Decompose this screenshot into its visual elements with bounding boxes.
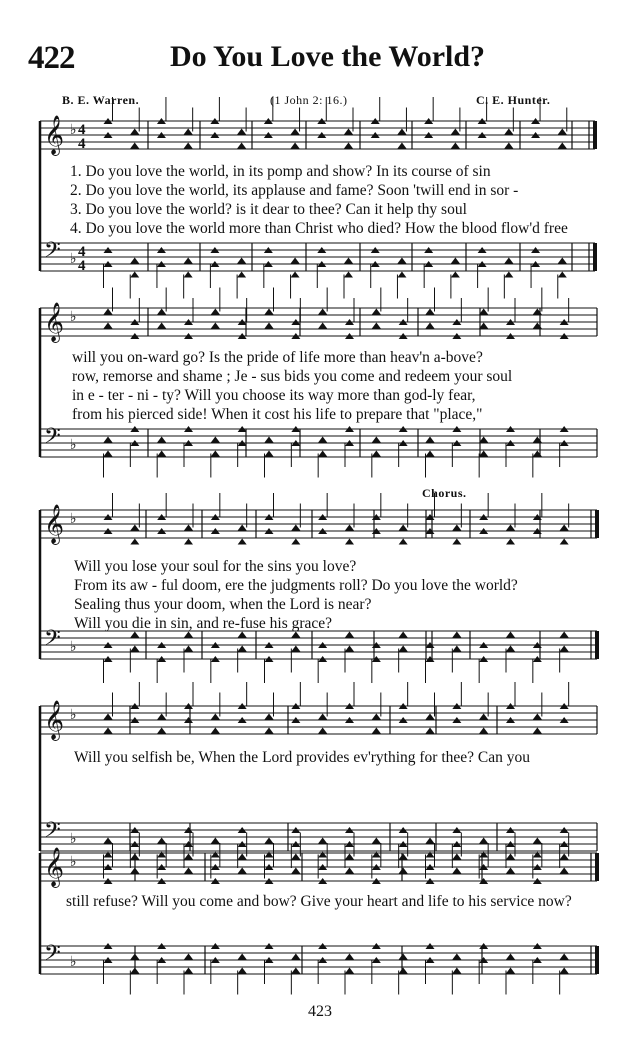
note-head	[560, 632, 569, 638]
note-head	[397, 258, 406, 264]
note-head	[372, 852, 381, 858]
note-head	[265, 451, 274, 457]
words-credit: B. E. Warren.	[62, 93, 140, 107]
lyric-line: Will you selfish be, When the Lord provides ev'rything for thee? Can you	[74, 749, 531, 766]
note-head	[344, 143, 353, 149]
note-head	[372, 323, 381, 329]
note-head	[506, 868, 515, 874]
note-head	[104, 309, 113, 315]
flat-icon: ♭	[70, 639, 77, 655]
lyric-line: 1. Do you love the world, in its pomp and show? In its course of sin	[70, 163, 491, 180]
note-head	[211, 451, 220, 457]
note-head	[291, 968, 300, 974]
note-head	[506, 854, 515, 860]
note-head	[426, 323, 435, 329]
note-head	[130, 954, 139, 960]
note-head	[130, 258, 139, 264]
note-head	[291, 646, 300, 652]
note-head	[318, 451, 327, 457]
note-head	[157, 451, 166, 457]
note-head	[104, 437, 113, 443]
note-head	[426, 728, 435, 734]
note-head	[238, 525, 247, 531]
note-head	[104, 852, 113, 858]
hymn-number: 422	[28, 40, 75, 76]
note-head	[426, 838, 435, 844]
flat-icon: ♭	[70, 511, 77, 527]
lyric-line: still refuse? Will you come and bow? Give your heart and life to his service now?	[66, 893, 572, 910]
note-head	[533, 728, 542, 734]
note-head	[265, 437, 274, 443]
note-head	[426, 852, 435, 858]
verse-lines-system-1	[70, 162, 568, 238]
note-head	[452, 854, 461, 860]
note-head	[560, 646, 569, 652]
note-head	[345, 868, 354, 874]
note-head	[238, 539, 247, 545]
chorus-line-system-4	[74, 748, 530, 767]
bass-clef-icon: 𝄢	[44, 238, 61, 268]
note-head	[372, 309, 381, 315]
flat-icon: ♭	[70, 309, 77, 325]
hymn-title: Do You Love the World?	[170, 40, 486, 73]
note-head	[426, 309, 435, 315]
note-head	[130, 143, 139, 149]
lyric-line: 2. Do you love the world, its applause and fame? Soon 'twill end in sor -	[70, 182, 519, 199]
bass-clef-icon: 𝄢	[44, 818, 61, 848]
time-signature: 4	[78, 122, 86, 138]
note-head	[184, 539, 193, 545]
lyric-line: Sealing thus your doom, when the Lord is near?	[74, 596, 372, 613]
note-head	[265, 323, 274, 329]
note-head	[238, 968, 247, 974]
note-head	[130, 968, 139, 974]
note-head	[397, 272, 406, 278]
note-head	[211, 309, 220, 315]
note-head	[238, 646, 247, 652]
lyric-line: in e - ter - ni - ty? Will you choose its way more than god-ly fear,	[72, 387, 476, 404]
note-head	[560, 539, 569, 545]
note-head	[157, 852, 166, 858]
note-head	[558, 258, 567, 264]
note-head	[291, 854, 300, 860]
note-head	[211, 838, 220, 844]
note-head	[265, 838, 274, 844]
note-head	[560, 854, 569, 860]
treble-clef-icon: 𝄞	[44, 504, 65, 544]
note-head	[399, 539, 408, 545]
lyric-line: 4. Do you love the world more than Christ who died? How the blood flow'd free	[70, 220, 568, 237]
note-head	[237, 258, 246, 264]
note-head	[184, 968, 193, 974]
note-head	[291, 143, 300, 149]
note-head	[506, 968, 515, 974]
note-head	[372, 838, 381, 844]
treble-clef-icon: 𝄞	[44, 847, 65, 887]
lyric-line: row, remorse and shame ; Je - sus bids you come and redeem your soul	[72, 368, 513, 385]
note-head	[345, 954, 354, 960]
note-head	[211, 437, 220, 443]
scripture-reference: (1 John 2: 16.)	[270, 93, 348, 107]
note-head	[211, 852, 220, 858]
note-head	[130, 854, 139, 860]
flat-icon: ♭	[70, 251, 77, 267]
lyric-line: will you on-ward go? Is the pride of life more than heav'n a-bove?	[72, 349, 483, 366]
note-head	[372, 714, 381, 720]
bass-clef-icon: 𝄢	[44, 626, 61, 656]
note-head	[104, 714, 113, 720]
note-head	[479, 728, 488, 734]
note-head	[291, 539, 300, 545]
note-head	[184, 646, 193, 652]
note-head	[452, 539, 461, 545]
music-credit: C. E. Hunter.	[476, 93, 551, 107]
note-head	[426, 437, 435, 443]
note-head	[237, 272, 246, 278]
note-head	[345, 525, 354, 531]
note-head	[291, 954, 300, 960]
bass-clef-icon: 𝄢	[44, 424, 61, 454]
note-head	[184, 868, 193, 874]
lyric-line: Will you die in sin, and re-fuse his grace?	[74, 615, 333, 632]
lyric-line: From its aw - ful doom, ere the judgments roll? Do you love the world?	[74, 577, 518, 594]
note-head	[157, 323, 166, 329]
note-head	[560, 954, 569, 960]
note-head	[479, 852, 488, 858]
note-head	[130, 272, 139, 278]
note-head	[533, 852, 542, 858]
note-head	[104, 323, 113, 329]
note-head	[345, 968, 354, 974]
note-head	[184, 258, 193, 264]
note-head	[291, 129, 300, 135]
note-head	[452, 968, 461, 974]
note-head	[184, 854, 193, 860]
note-head	[372, 728, 381, 734]
note-head	[265, 852, 274, 858]
note-head	[479, 714, 488, 720]
flat-icon: ♭	[70, 437, 77, 453]
note-head	[184, 143, 193, 149]
lyric-line: from his pierced side! When it cost his life to prepare that "place,"	[72, 406, 483, 423]
note-head	[104, 728, 113, 734]
note-head	[104, 451, 113, 457]
note-head	[157, 437, 166, 443]
treble-clef-icon: 𝄞	[44, 700, 65, 740]
note-head	[399, 868, 408, 874]
note-head	[237, 129, 246, 135]
note-head	[291, 258, 300, 264]
note-head	[452, 954, 461, 960]
note-head	[157, 309, 166, 315]
note-head	[479, 838, 488, 844]
chorus-label: Chorus.	[422, 486, 467, 500]
note-head	[318, 309, 327, 315]
note-head	[318, 852, 327, 858]
note-head	[504, 272, 513, 278]
note-head	[157, 838, 166, 844]
bass-clef-icon: 𝄢	[44, 941, 61, 971]
note-head	[130, 539, 139, 545]
note-head	[265, 714, 274, 720]
note-head	[211, 323, 220, 329]
note-head	[291, 868, 300, 874]
note-head	[399, 954, 408, 960]
note-head	[558, 143, 567, 149]
note-head	[560, 968, 569, 974]
note-head	[130, 646, 139, 652]
time-signature: 4	[78, 258, 86, 274]
note-head	[345, 539, 354, 545]
note-head	[291, 525, 300, 531]
note-head	[238, 854, 247, 860]
note-head	[558, 272, 567, 278]
note-head	[451, 143, 460, 149]
flat-icon: ♭	[70, 831, 77, 847]
note-head	[452, 868, 461, 874]
note-head	[506, 954, 515, 960]
note-head	[184, 272, 193, 278]
note-head	[184, 954, 193, 960]
verse-lines-system-2	[72, 348, 512, 424]
note-head	[506, 539, 515, 545]
verse-lines-system-3	[74, 557, 518, 633]
note-head	[452, 525, 461, 531]
note-head	[506, 646, 515, 652]
note-head	[560, 525, 569, 531]
note-head	[157, 714, 166, 720]
note-head	[130, 129, 139, 135]
note-head	[318, 323, 327, 329]
page-number: 423	[308, 1003, 332, 1020]
note-head	[211, 728, 220, 734]
note-head	[399, 525, 408, 531]
note-head	[130, 868, 139, 874]
note-head	[265, 728, 274, 734]
note-head	[426, 451, 435, 457]
note-head	[237, 143, 246, 149]
note-head	[345, 854, 354, 860]
note-head	[344, 258, 353, 264]
flat-icon: ♭	[70, 854, 77, 870]
note-head	[372, 451, 381, 457]
note-head	[451, 258, 460, 264]
note-head	[399, 854, 408, 860]
note-head	[452, 646, 461, 652]
note-head	[318, 728, 327, 734]
note-head	[184, 129, 193, 135]
note-head	[560, 868, 569, 874]
note-head	[533, 838, 542, 844]
note-head	[504, 129, 513, 135]
lyric-line: 3. Do you love the world? is it dear to thee? Can it help thy soul	[70, 201, 467, 218]
note-head	[104, 838, 113, 844]
note-head	[506, 525, 515, 531]
time-signature: 4	[78, 244, 86, 260]
note-head	[426, 714, 435, 720]
flat-icon: ♭	[70, 707, 77, 723]
note-head	[504, 143, 513, 149]
note-head	[318, 714, 327, 720]
note-head	[184, 525, 193, 531]
note-head	[157, 728, 166, 734]
note-head	[211, 714, 220, 720]
treble-clef-icon: 𝄞	[44, 302, 65, 342]
note-head	[399, 968, 408, 974]
note-head	[451, 129, 460, 135]
flat-icon: ♭	[70, 954, 77, 970]
note-head	[344, 129, 353, 135]
note-head	[504, 258, 513, 264]
note-head	[397, 129, 406, 135]
note-head	[533, 714, 542, 720]
lyric-line: Will you lose your soul for the sins you love?	[74, 558, 357, 575]
note-head	[344, 272, 353, 278]
note-head	[372, 437, 381, 443]
note-head	[345, 646, 354, 652]
chorus-line-system-5	[66, 892, 572, 911]
note-head	[238, 954, 247, 960]
time-signature: 4	[78, 136, 86, 152]
note-head	[238, 868, 247, 874]
note-head	[130, 525, 139, 531]
note-head	[291, 272, 300, 278]
note-head	[265, 309, 274, 315]
note-head	[318, 437, 327, 443]
flat-icon: ♭	[70, 122, 77, 138]
note-head	[318, 838, 327, 844]
note-head	[558, 129, 567, 135]
treble-clef-icon: 𝄞	[44, 115, 65, 155]
note-head	[397, 143, 406, 149]
note-head	[451, 272, 460, 278]
note-head	[399, 646, 408, 652]
